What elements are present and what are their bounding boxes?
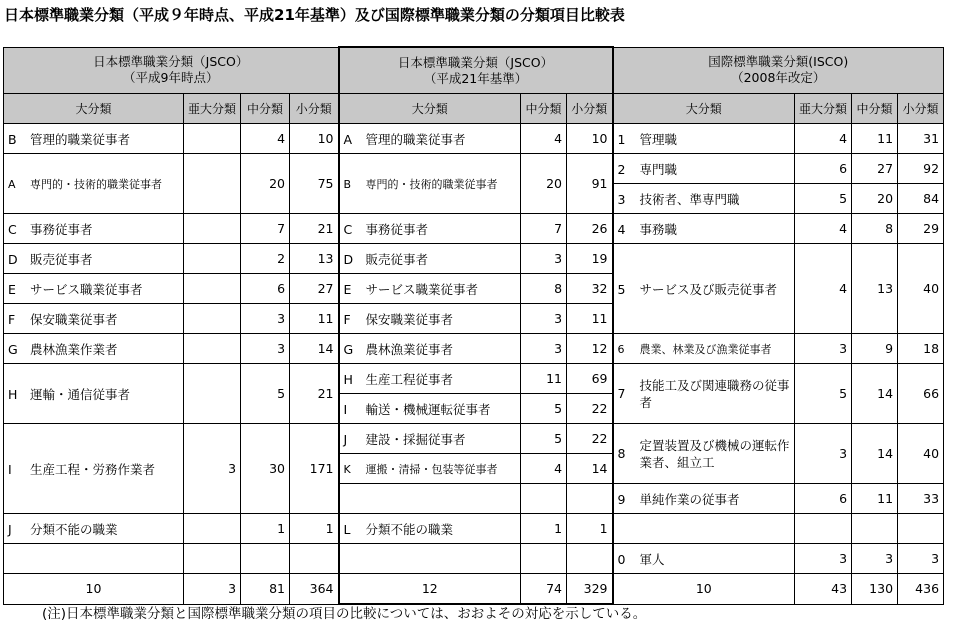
jsco21-mid: 11	[521, 364, 567, 394]
jsco21-cat: A 管理的職業従事者	[339, 124, 521, 154]
jsco9-sub	[184, 214, 241, 244]
isco-small: 29	[898, 214, 944, 244]
col-sub-major: 亜大分類	[795, 94, 852, 124]
jsco9-small: 1	[290, 514, 339, 544]
isco-small: 84	[898, 184, 944, 214]
isco-total-major: 10	[613, 574, 795, 605]
jsco21-total-mid: 74	[521, 574, 567, 605]
jsco21-cat: L 分類不能の職業	[339, 514, 521, 544]
col-mid: 中分類	[241, 94, 290, 124]
isco-small: 18	[898, 334, 944, 364]
jsco9-sub: 3	[184, 424, 241, 514]
jsco21-mid: 4	[521, 124, 567, 154]
isco-sub: 6	[795, 154, 852, 184]
isco-mid: 13	[852, 244, 898, 334]
jsco21-total-major: 12	[339, 574, 521, 605]
jsco9-small: 14	[290, 334, 339, 364]
jsco21-small: 14	[567, 454, 613, 484]
jsco9-mid: 3	[241, 304, 290, 334]
col-mid: 中分類	[521, 94, 567, 124]
jsco9-sub	[184, 514, 241, 544]
isco-sub: 4	[795, 124, 852, 154]
jsco21-mid: 3	[521, 304, 567, 334]
jsco21-small: 19	[567, 244, 613, 274]
isco-cat: 8 定置装置及び機械の運転作業者、組立工	[613, 424, 795, 484]
header-jsco9-line2: （平成9年時点）	[123, 70, 219, 86]
jsco9-sub	[184, 304, 241, 334]
col-major: 大分類	[613, 94, 795, 124]
jsco9-small: 11	[290, 304, 339, 334]
isco-sub: 6	[795, 484, 852, 514]
isco-sub: 4	[795, 214, 852, 244]
totals-row	[4, 574, 944, 605]
jsco21-cat: K 運搬・清掃・包装等従事者	[339, 454, 521, 484]
jsco21-mid: 3	[521, 334, 567, 364]
jsco9-small: 10	[290, 124, 339, 154]
isco-small: 33	[898, 484, 944, 514]
jsco21-small: 10	[567, 124, 613, 154]
jsco21-cat: J 建設・採掘従事者	[339, 424, 521, 454]
jsco9-cat: H 運輸・通信従事者	[4, 364, 184, 424]
jsco9-total-major: 10	[4, 574, 184, 605]
jsco9-mid: 4	[241, 124, 290, 154]
header-jsco21-line1: 日本標準職業分類（JSCO）	[397, 54, 554, 70]
jsco21-cat: C 事務従事者	[339, 214, 521, 244]
jsco21-small: 32	[567, 274, 613, 304]
jsco21-small: 22	[567, 394, 613, 424]
isco-mid: 11	[852, 124, 898, 154]
isco-small: 31	[898, 124, 944, 154]
jsco21-small	[567, 544, 613, 574]
isco-cat: 3 技術者、準専門職	[613, 184, 795, 214]
table-row	[4, 214, 944, 244]
table-row	[4, 424, 944, 454]
jsco9-small: 171	[290, 424, 339, 514]
col-small: 小分類	[898, 94, 944, 124]
jsco9-small: 13	[290, 244, 339, 274]
jsco21-mid: 5	[521, 394, 567, 424]
isco-sub	[795, 514, 852, 544]
table-row	[4, 334, 944, 364]
jsco9-small: 21	[290, 214, 339, 244]
jsco21-small: 91	[567, 154, 613, 214]
isco-cat: 5 サービス及び販売従事者	[613, 244, 795, 334]
isco-sub: 5	[795, 364, 852, 424]
isco-sub: 4	[795, 244, 852, 334]
isco-small	[898, 514, 944, 544]
isco-sub: 3	[795, 334, 852, 364]
header-isco	[613, 47, 944, 94]
jsco21-mid: 20	[521, 154, 567, 214]
header-jsco9-line1: 日本標準職業分類（JSCO）	[93, 54, 249, 70]
isco-cat: 6 農業、林業及び漁業従事者	[613, 334, 795, 364]
jsco9-sub	[184, 244, 241, 274]
jsco21-cat: I 輸送・機械運転従事者	[339, 394, 521, 424]
isco-mid: 8	[852, 214, 898, 244]
jsco9-mid: 3	[241, 334, 290, 364]
jsco9-mid: 1	[241, 514, 290, 544]
jsco9-small	[290, 544, 339, 574]
jsco21-cat	[339, 544, 521, 574]
table-row	[4, 514, 944, 544]
comparison-table	[3, 46, 944, 605]
jsco21-small	[567, 484, 613, 514]
jsco9-small: 75	[290, 154, 339, 214]
isco-small: 92	[898, 154, 944, 184]
isco-sub: 3	[795, 424, 852, 484]
jsco21-total-small: 329	[567, 574, 613, 605]
isco-mid: 14	[852, 364, 898, 424]
isco-mid: 3	[852, 544, 898, 574]
isco-total-small: 436	[898, 574, 944, 605]
jsco9-sub	[184, 544, 241, 574]
jsco9-cat	[4, 544, 184, 574]
isco-mid: 27	[852, 154, 898, 184]
jsco9-cat: F 保安職業従事者	[4, 304, 184, 334]
isco-total-sub: 43	[795, 574, 852, 605]
col-sub-major: 亜大分類	[184, 94, 241, 124]
jsco21-mid: 3	[521, 244, 567, 274]
isco-mid: 20	[852, 184, 898, 214]
table-row	[4, 544, 944, 574]
jsco9-cat: B 管理的職業従事者	[4, 124, 184, 154]
jsco21-mid: 7	[521, 214, 567, 244]
jsco21-small: 26	[567, 214, 613, 244]
isco-total-mid: 130	[852, 574, 898, 605]
jsco9-sub	[184, 334, 241, 364]
jsco21-mid: 5	[521, 424, 567, 454]
isco-mid: 14	[852, 424, 898, 484]
isco-cat: 9 単純作業の従事者	[613, 484, 795, 514]
header-jsco21	[339, 47, 613, 94]
jsco9-cat: G 農林漁業作業者	[4, 334, 184, 364]
jsco9-cat: I 生産工程・労務作業者	[4, 424, 184, 514]
jsco9-mid: 6	[241, 274, 290, 304]
jsco21-cat: B 専門的・技術的職業従事者	[339, 154, 521, 214]
jsco21-mid: 4	[521, 454, 567, 484]
header-jsco21-line2: （平成21年基準）	[423, 70, 528, 86]
jsco21-small: 12	[567, 334, 613, 364]
jsco9-mid: 2	[241, 244, 290, 274]
jsco21-cat: G 農林漁業従事者	[339, 334, 521, 364]
col-major: 大分類	[339, 94, 521, 124]
isco-small: 40	[898, 424, 944, 484]
page-title: 日本標準職業分類（平成９年時点、平成21年基準）及び国際標準職業分類の分類項目比較表	[4, 6, 625, 24]
jsco9-cat: E サービス職業従事者	[4, 274, 184, 304]
header-isco-line2: （2008年改定）	[731, 70, 826, 86]
jsco21-mid: 1	[521, 514, 567, 544]
jsco21-small: 69	[567, 364, 613, 394]
isco-cat: 2 専門職	[613, 154, 795, 184]
header-jsco9	[4, 47, 339, 94]
isco-cat: 0 軍人	[613, 544, 795, 574]
jsco21-mid	[521, 484, 567, 514]
jsco9-sub	[184, 274, 241, 304]
col-mid: 中分類	[852, 94, 898, 124]
isco-sub: 3	[795, 544, 852, 574]
isco-cat	[613, 514, 795, 544]
table-row	[4, 154, 944, 184]
jsco9-sub	[184, 124, 241, 154]
jsco9-mid: 5	[241, 364, 290, 424]
jsco21-cat: H 生産工程従事者	[339, 364, 521, 394]
isco-mid: 11	[852, 484, 898, 514]
jsco21-mid	[521, 544, 567, 574]
jsco9-sub	[184, 154, 241, 214]
table-row	[4, 244, 944, 274]
jsco9-mid: 7	[241, 214, 290, 244]
col-small: 小分類	[567, 94, 613, 124]
isco-cat: 4 事務職	[613, 214, 795, 244]
jsco9-small: 27	[290, 274, 339, 304]
jsco21-cat	[339, 484, 521, 514]
isco-small: 40	[898, 244, 944, 334]
isco-mid: 9	[852, 334, 898, 364]
isco-small: 66	[898, 364, 944, 424]
jsco9-cat: A 専門的・技術的職業従事者	[4, 154, 184, 214]
jsco9-total-sub: 3	[184, 574, 241, 605]
jsco9-small: 21	[290, 364, 339, 424]
jsco9-cat: D 販売従事者	[4, 244, 184, 274]
footnote: (注)日本標準職業分類と国際標準職業分類の項目の比較については、おおよその対応を示している。	[42, 606, 647, 622]
jsco21-small: 11	[567, 304, 613, 334]
col-major: 大分類	[4, 94, 184, 124]
isco-cat: 1 管理職	[613, 124, 795, 154]
header-isco-line1: 国際標準職業分類(ISCO)	[708, 54, 849, 70]
jsco21-cat: F 保安職業従事者	[339, 304, 521, 334]
jsco9-total-small: 364	[290, 574, 339, 605]
col-small: 小分類	[290, 94, 339, 124]
jsco9-mid: 20	[241, 154, 290, 214]
isco-mid	[852, 514, 898, 544]
jsco9-cat: C 事務従事者	[4, 214, 184, 244]
isco-sub: 5	[795, 184, 852, 214]
jsco21-small: 22	[567, 424, 613, 454]
jsco9-mid	[241, 544, 290, 574]
table-row	[4, 364, 944, 394]
jsco9-mid: 30	[241, 424, 290, 514]
isco-cat: 7 技能工及び関連職務の従事者	[613, 364, 795, 424]
jsco9-cat: J 分類不能の職業	[4, 514, 184, 544]
isco-small: 3	[898, 544, 944, 574]
table-row	[4, 124, 944, 154]
jsco9-sub	[184, 364, 241, 424]
jsco21-mid: 8	[521, 274, 567, 304]
jsco21-cat: E サービス職業従事者	[339, 274, 521, 304]
jsco21-cat: D 販売従事者	[339, 244, 521, 274]
jsco9-total-mid: 81	[241, 574, 290, 605]
jsco21-small: 1	[567, 514, 613, 544]
